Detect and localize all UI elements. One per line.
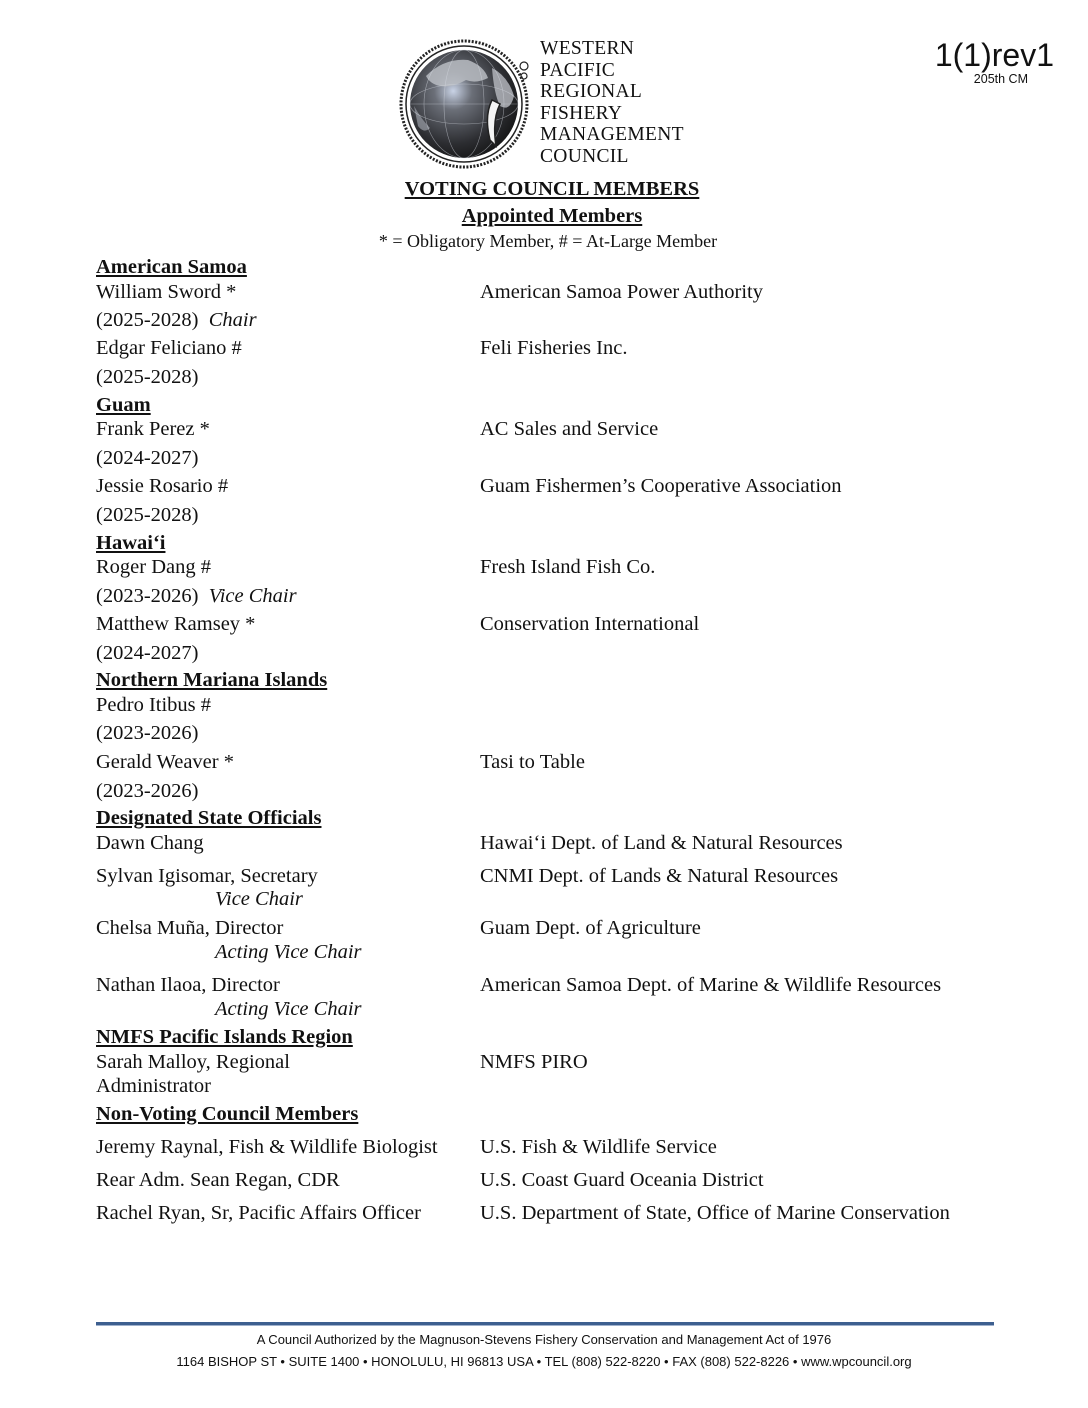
term-years: (2025-2028) [96,309,199,331]
member-term [96,308,257,332]
member-affiliation: Tasi to Table [480,751,585,773]
member-affiliation: Guam Dept. of Agriculture [480,917,701,939]
member-name: Sarah Malloy, Regional [96,1051,290,1073]
member-role: Acting Vice Chair [215,941,362,963]
member-name-continued: Administrator [96,1075,212,1097]
term-years: (2023-2026) [96,585,199,607]
member-role: Vice Chair [208,585,297,607]
meeting-label: 205th CM [973,72,1028,86]
member-name: Sylvan Igisomar, Secretary [96,865,318,887]
footer-authorization: A Council Authorized by the Magnuson-Stevens Fishery Conservation and Management Act of 1976 [256,1332,832,1347]
member-name: Pedro Itibus # [96,694,212,716]
section-heading-guam: Guam [96,394,151,416]
member-name: Frank Perez * [96,418,210,440]
member-affiliation: NMFS PIRO [480,1051,588,1073]
page-title: VOTING COUNCIL MEMBERS [404,178,700,200]
page-subtitle: Appointed Members [461,205,643,227]
member-name: Jessie Rosario # [96,475,229,497]
member-name: Rachel Ryan, Sr, Pacific Affairs Officer [96,1202,421,1224]
member-name: Chelsa Muña, Director [96,917,284,939]
member-name: Jeremy Raynal, Fish & Wildlife Biologist [96,1136,438,1158]
member-affiliation: U.S. Fish & Wildlife Service [480,1136,717,1158]
member-term: (2025-2028) [96,366,199,388]
member-name: Edgar Feliciano # [96,337,242,359]
logo-line: PACIFIC [540,59,616,81]
council-name [540,38,684,168]
section-heading-nmfs: NMFS Pacific Islands Region [96,1026,353,1048]
member-name: Rear Adm. Sean Regan, CDR [96,1169,340,1191]
member-term: (2024-2027) [96,447,199,469]
member-affiliation: AC Sales and Service [480,418,659,440]
logo-line: MANAGEMENT [540,124,684,146]
member-affiliation: Hawai‘i Dept. of Land & Natural Resources [480,832,843,854]
member-term: (2025-2028) [96,504,199,526]
footer-divider [96,1322,994,1326]
member-name: Gerald Weaver * [96,751,234,773]
section-heading-american-samoa: American Samoa [96,256,247,278]
logo-line: REGIONAL [540,81,643,103]
member-role: Vice Chair [215,888,303,910]
section-heading-hawaii: Hawai‘i [96,532,166,554]
member-name: Matthew Ramsey * [96,613,256,635]
member-term: (2023-2026) [96,780,199,802]
logo-line: WESTERN [540,38,635,59]
section-heading-cnmi: Northern Mariana Islands [96,669,328,691]
footer-address: 1164 BISHOP ST • SUITE 1400 • HONOLULU, HI 96813 USA • TEL (808) 522-8220 • FAX (808) 522-8226 • www.wpcouncil.org [176,1354,912,1369]
document-id [900,38,1054,86]
member-name: Roger Dang # [96,556,212,578]
member-term: (2024-2027) [96,642,199,664]
member-term: (2023-2026) [96,722,199,744]
document-code: 1(1)rev1 [934,37,1054,73]
member-affiliation: American Samoa Dept. of Marine & Wildlife Resources [480,974,942,996]
member-name: Dawn Chang [96,832,204,854]
logo-line: COUNCIL [540,145,629,167]
member-affiliation: U.S. Coast Guard Oceania District [480,1169,764,1191]
member-role: Acting Vice Chair [215,998,362,1020]
member-legend: * = Obligatory Member, # = At-Large Member [378,231,718,251]
member-affiliation: Fresh Island Fish Co. [480,556,656,578]
member-affiliation: U.S. Department of State, Office of Marine Conservation [480,1202,950,1224]
member-role: Chair [208,309,257,331]
section-heading-state-officials: Designated State Officials [96,807,322,829]
member-affiliation: American Samoa Power Authority [480,281,763,303]
member-affiliation: Guam Fishermen’s Cooperative Association [480,475,842,497]
section-heading-non-voting: Non-Voting Council Members [96,1103,359,1125]
council-logo [396,36,696,170]
member-term [96,584,297,608]
member-affiliation: CNMI Dept. of Lands & Natural Resources [480,865,839,887]
member-affiliation: Feli Fisheries Inc. [480,337,628,359]
logo-line: FISHERY [540,102,623,124]
globe-emblem-icon [396,36,536,170]
member-affiliation: Conservation International [480,613,700,635]
member-name: William Sword * [96,281,237,303]
member-name: Nathan Ilaoa, Director [96,974,280,996]
